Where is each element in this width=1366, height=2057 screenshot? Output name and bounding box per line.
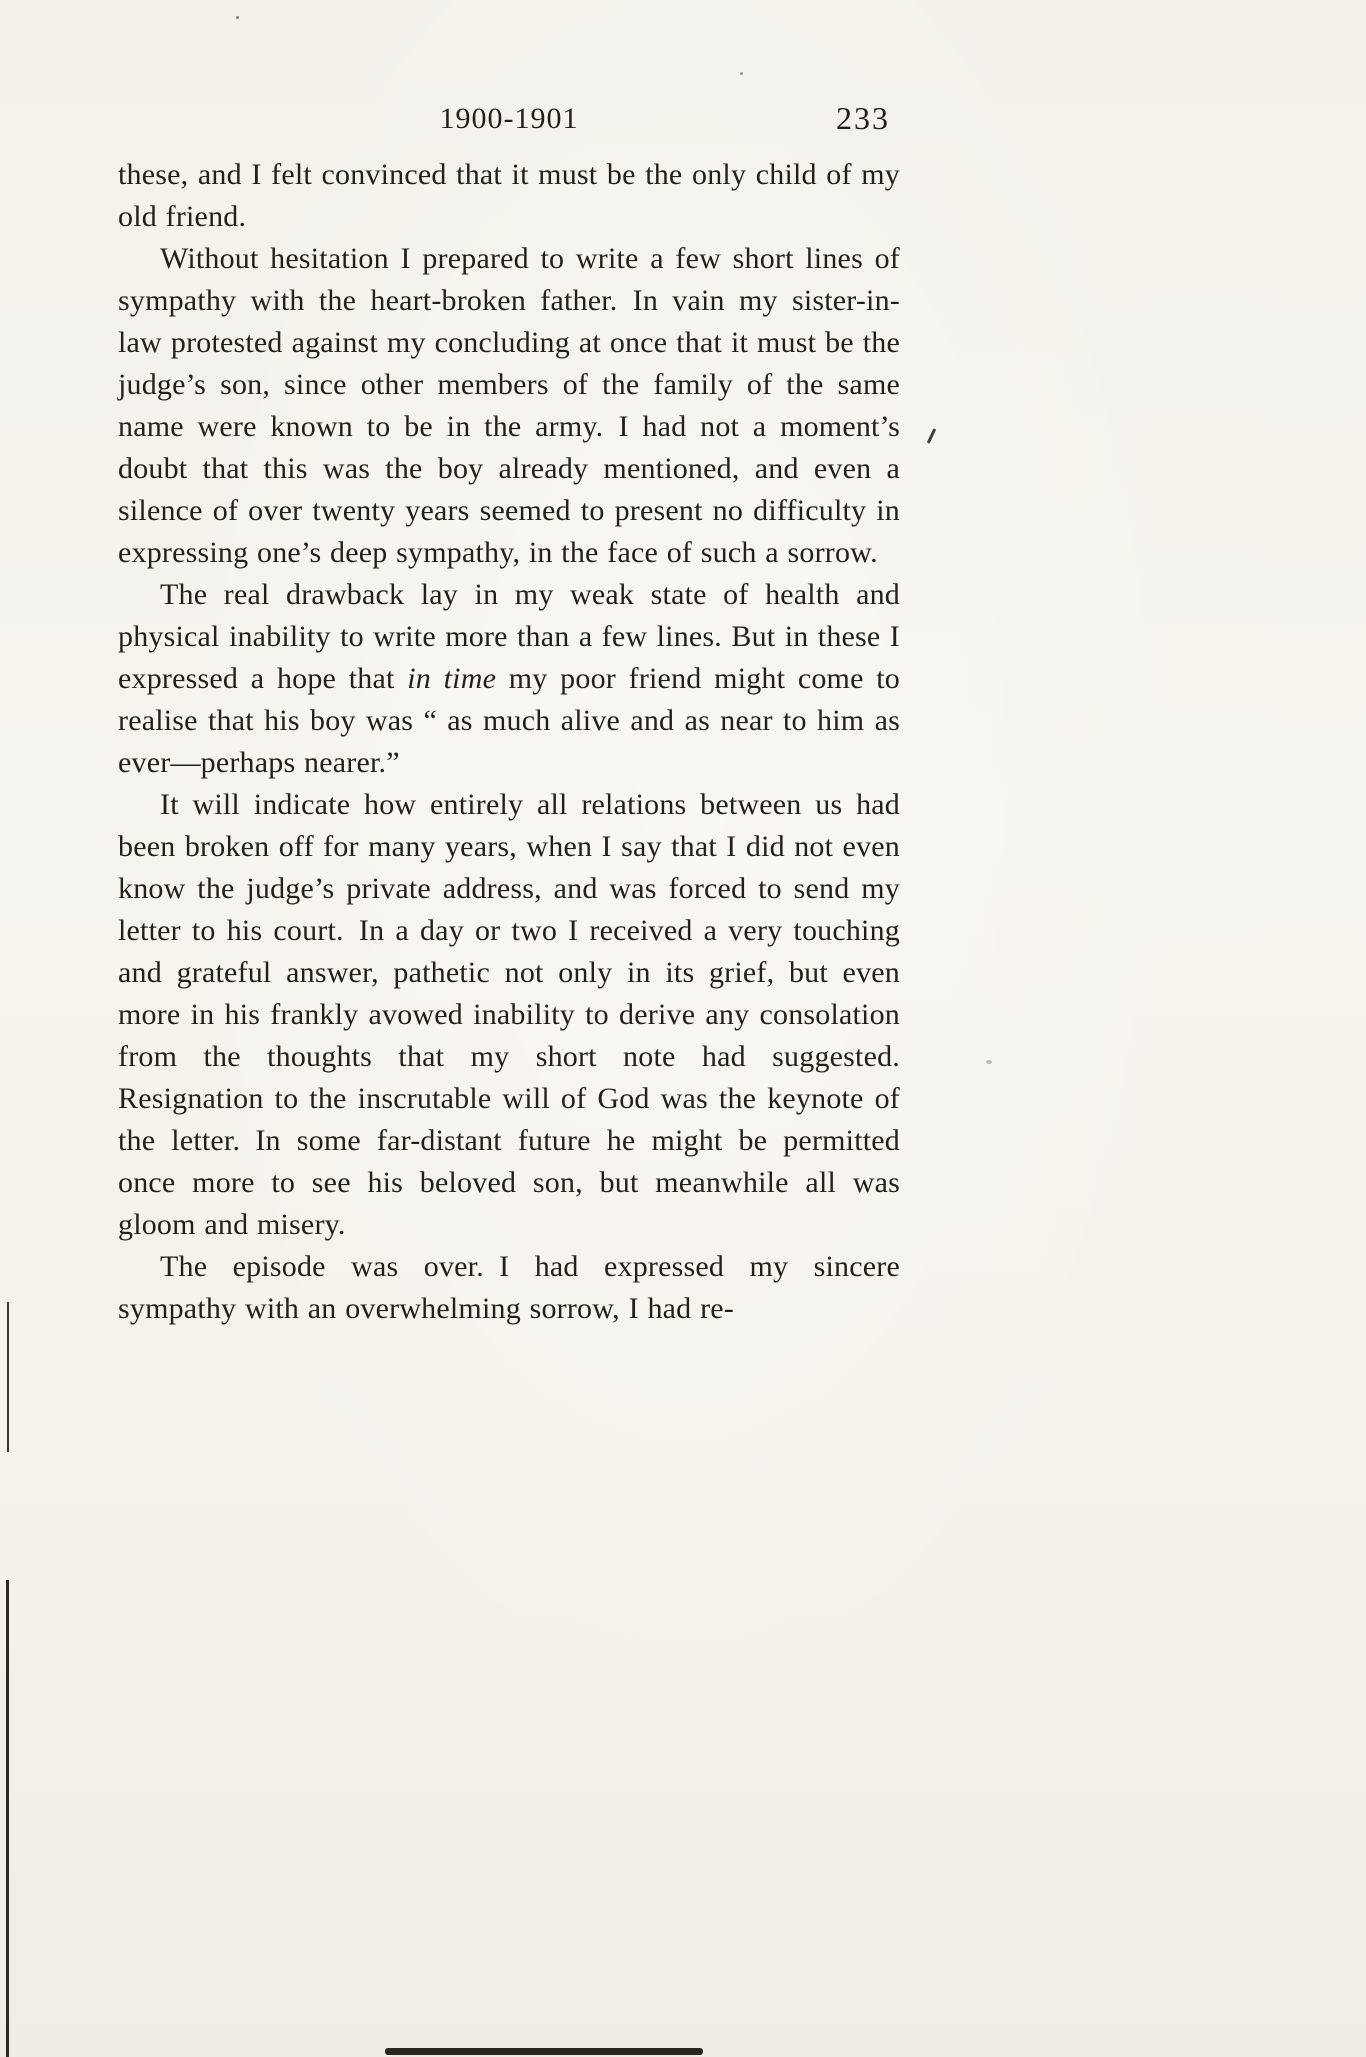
paragraph xyxy=(118,238,900,574)
text-column xyxy=(118,96,900,1330)
text-segment: my poor friend might come to realise that his boy was “ as much alive and as near to him as ever—perhaps nearer.” xyxy=(118,662,901,779)
page-number: 233 xyxy=(836,100,890,136)
scan-artifact-top-speck-2 xyxy=(740,72,743,75)
scan-artifact-bottom-line xyxy=(385,2048,703,2055)
paragraph xyxy=(118,1246,900,1330)
scan-artifact-right-tick xyxy=(927,428,936,444)
scan-artifact-left-line-long xyxy=(6,1580,9,2057)
text-segment: these, and I felt convinced that it must be the only child of my old friend. xyxy=(118,158,900,233)
scan-artifact-left-line-short xyxy=(7,1302,9,1452)
italic-text-segment: in time xyxy=(407,662,497,695)
paragraph xyxy=(118,574,900,784)
page-body xyxy=(118,154,900,1330)
paragraph xyxy=(118,154,900,238)
text-segment: The real drawback lay in my weak state of health and physical inability to write more than a few lines. But in these I expressed a hope that xyxy=(118,578,900,695)
scan-artifact-right-speck xyxy=(986,1060,992,1064)
paragraph xyxy=(118,784,900,1246)
text-segment: It will indicate how entirely all relations between us had been broken off for many years, when I say that I did not even know the judge’s private address, and was forced to send my letter to his court. In a day or two I received a very touching and grateful answer, pathetic not only in its grief, but even more in his frankly avowed inability to derive any consolation from the thoughts that my short note had suggested. Resignation to the inscrutable will of God was the keynote of the letter. In some far-distant future he might be permitted once more to see his beloved son, but meanwhile all was gloom and misery. xyxy=(118,788,900,1241)
text-segment: The episode was over. I had expressed my sincere sympathy with an overwhelming sorrow, I had re- xyxy=(118,1250,900,1325)
running-header xyxy=(118,96,900,154)
scan-artifact-top-speck xyxy=(236,16,239,19)
text-segment: Without hesitation I prepared to write a few short lines of sympathy with the heart-broken father. In vain my sister-in-law protested against my concluding at once that it must be the judge’s son, since other members of the family of the same name were known to be in the army. I had not a moment’s doubt that this was the boy already mentioned, and even a silence of over twenty years seemed to present no difficulty in expressing one’s deep sympathy, in the face of such a sorrow. xyxy=(118,242,900,569)
header-date: 1900-1901 xyxy=(439,102,579,135)
